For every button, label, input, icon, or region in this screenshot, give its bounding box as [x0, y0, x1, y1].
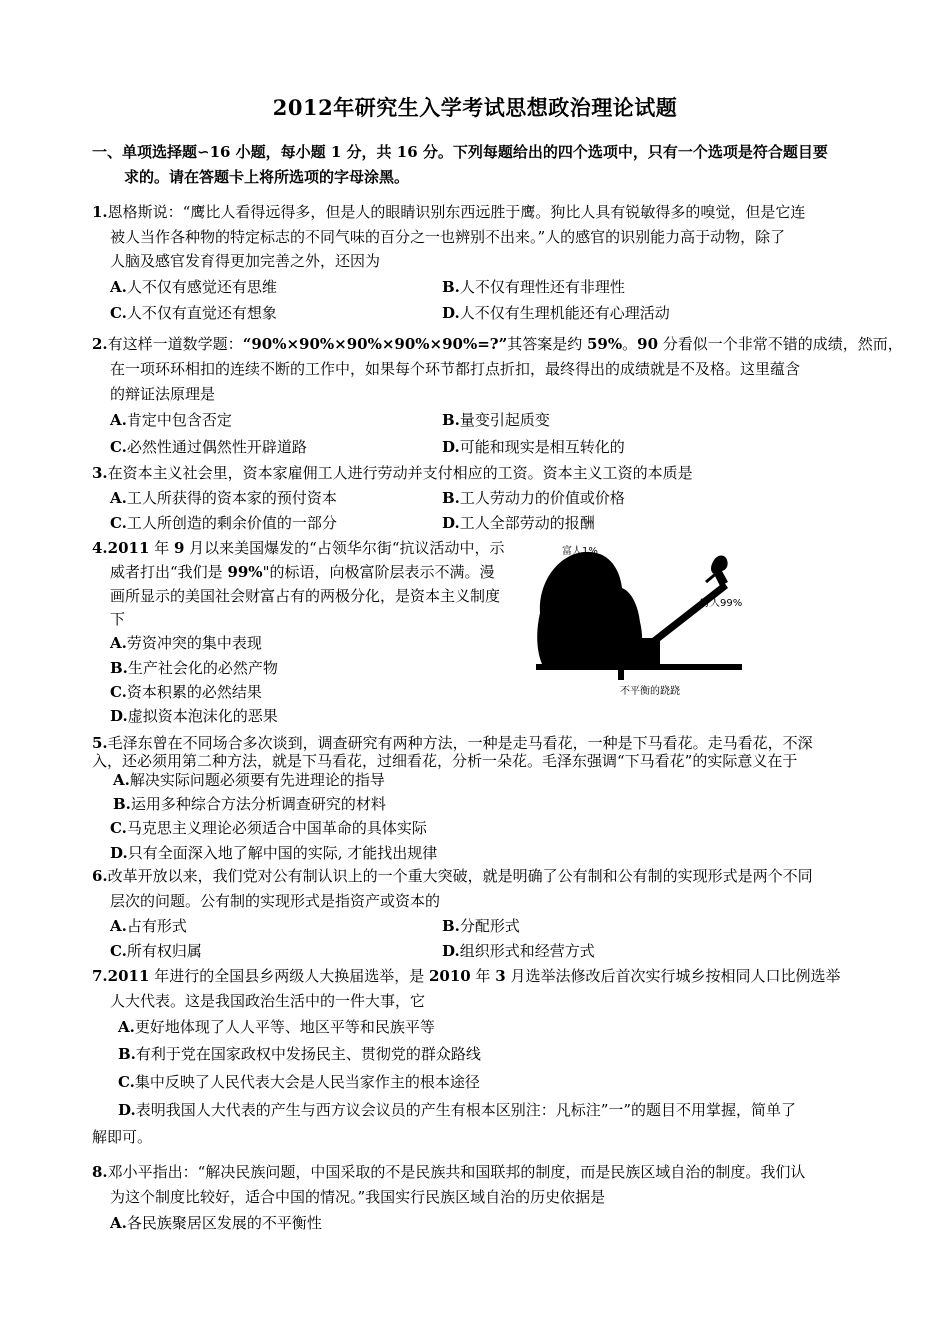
option-c: C.资本积累的必然结果: [110, 683, 262, 701]
question-4-line-2: 威者打出“我们是 99%"的标语，向极富阶层表示不满。漫: [110, 563, 495, 581]
option-d: D.组织形式和经营方式: [442, 942, 595, 960]
option-a: A.工人所获得的资本家的预付资本: [110, 489, 337, 507]
option-a: A.更好地体现了人人平等、地区平等和民族平等: [118, 1018, 435, 1036]
option-d: D.表明我国人大代表的产生与西方议会议员的产生有根本区别注：凡标注”一”的题目不用掌握，简单了: [118, 1101, 797, 1119]
question-text: 恩格斯说：“鹰比人看得远得多，但是人的眼睛识别东西远胜于鹰。狗比人具有锐敏得多的嗅觉，但是它连: [107, 203, 806, 221]
option-b: B.生产社会化的必然产物: [110, 659, 278, 677]
rich-label: 富人1%: [562, 546, 598, 557]
option-c: C.集中反映了人民代表大会是人民当家作主的根本途径: [118, 1073, 480, 1091]
seesaw-cartoon: [528, 538, 758, 698]
option-b: B.人不仅有理性还有非理性: [442, 278, 625, 296]
question-5-line-1: 5.毛泽东曾在不同场合多次谈到，调查研究有两种方法，一种是走马看花，一种是下马看花。走马看花，不深: [92, 734, 813, 752]
page-title: 2012年研究生入学考试思想政治理论试题: [272, 95, 678, 120]
section-line-2: 求的。请在答题卡上将所选项的字母涂黑。: [124, 168, 410, 186]
question-7-tail: 解即可。: [92, 1128, 153, 1146]
question-1-line-3: 人脑及感官发育得更加完善之外，还因为: [110, 252, 381, 270]
option-c: C.所有权归属: [110, 942, 202, 960]
question-2-line-2: 在一项环环相扣的连续不断的工作中，如果每个环节都打点折扣，最终得出的成绩就是不及格。这里蕴含: [110, 360, 801, 378]
option-d: D.只有全面深入地了解中国的实际, 才能找出规律: [110, 844, 438, 862]
option-a: A.肯定中包含否定: [110, 411, 232, 429]
question-3-line-1: 3.在资本主义社会里，资本家雇佣工人进行劳动并支付相应的工资。资本主义工资的本质是: [92, 464, 693, 482]
section-line-1: 一、单项选择题∽16 小题，每小题 1 分，共 16 分。下列每题给出的四个选项中，只有一个选项是符合题目要: [92, 143, 828, 161]
seesaw-illustration: [528, 538, 758, 698]
option-a: A.人不仅有感觉还有思维: [110, 278, 277, 296]
question-1-line-1: [92, 201, 805, 223]
option-b: B.有利于党在国家政权中发扬民主、贯彻党的群众路线: [118, 1045, 481, 1063]
option-a: A.占有形式: [110, 917, 187, 935]
question-2-line-1: 2.有这样一道数学题：“90%×90%×90%×90%×90%=?”其答案是约 59%。90 分看似一个非常不错的成绩，然而，: [92, 335, 903, 353]
option-c: C.人不仅有直觉还有想象: [110, 304, 277, 322]
question-7-line-2: 人大代表。这是我国政治生活中的一件大事，它: [110, 992, 426, 1010]
section-heading: [92, 140, 862, 190]
option-b: B.运用多种综合方法分析调查研究的材料: [113, 795, 386, 813]
option-a: A.各民族聚居区发展的不平衡性: [110, 1214, 322, 1232]
question-6-line-1: 6.改革开放以来，我们党对公有制认识上的一个重大突破，就是明确了公有制和公有制的实现形式是两个不同: [92, 867, 813, 885]
question-5-line-2: 入，还必须用第二种方法，就是下马看花，过细看花，分析一朵花。毛泽东强调“下马看花”的实际意义在于: [92, 752, 798, 770]
question-7-line-1: 7.2011 年进行的全国县乡两级人大换届选举，是 2010 年 3 月选举法修改后首次实行城乡按相同人口比例选举: [92, 967, 841, 985]
option-c: C.必然性通过偶然性开辟道路: [110, 438, 307, 456]
question-1-line-2: 被人当作各种物的特定标志的不同气味的百分之一也辨别不出来。”人的感官的识别能力高于动物，除了: [110, 228, 786, 246]
option-b: B.分配形式: [442, 917, 520, 935]
option-c: C.工人所创造的剩余价值的一部分: [110, 514, 337, 532]
question-8-line-1: 8.邓小平指出：“解决民族问题，中国采取的不是民族共和国联邦的制度，而是民族区域自治的制度。我们认: [92, 1163, 806, 1181]
question-4-line-3: 画所显示的美国社会财富占有的两极分化，是资本主义制度: [110, 587, 501, 605]
option-d: D.人不仅有生理机能还有心理活动: [442, 304, 670, 322]
option-b: B.工人劳动力的价值或价格: [442, 489, 625, 507]
option-a: A.劳资冲突的集中表现: [110, 634, 262, 652]
option-d: D.可能和现实是相互转化的: [442, 438, 625, 456]
option-d: D.虚拟资本泡沫化的恶果: [110, 707, 278, 725]
option-c: C.马克思主义理论必须适合中国革命的具体实际: [110, 819, 427, 837]
option-d: D.工人全部劳动的报酬: [442, 514, 595, 532]
option-a: A.解决实际问题必须要有先进理论的指导: [113, 771, 385, 789]
question-4-line-1: 4.2011 年 9 月以来美国爆发的“占领华尔街“抗议活动中，示: [92, 539, 505, 557]
option-b: B.量变引起质变: [442, 411, 550, 429]
poor-label: 穷人99%: [700, 598, 743, 609]
cartoon-caption: 不平衡的跷跷: [620, 686, 680, 697]
question-2-line-3: 的辩证法原理是: [110, 385, 216, 403]
question-8-line-2: 为这个制度比较好，适合中国的情况。”我国实行民族区域自治的历史依据是: [110, 1188, 606, 1206]
question-number: 1.: [92, 203, 108, 221]
question-6-line-2: 层次的问题。公有制的实现形式是指资产或资本的: [110, 892, 441, 910]
question-4-line-4: 下: [110, 610, 126, 628]
